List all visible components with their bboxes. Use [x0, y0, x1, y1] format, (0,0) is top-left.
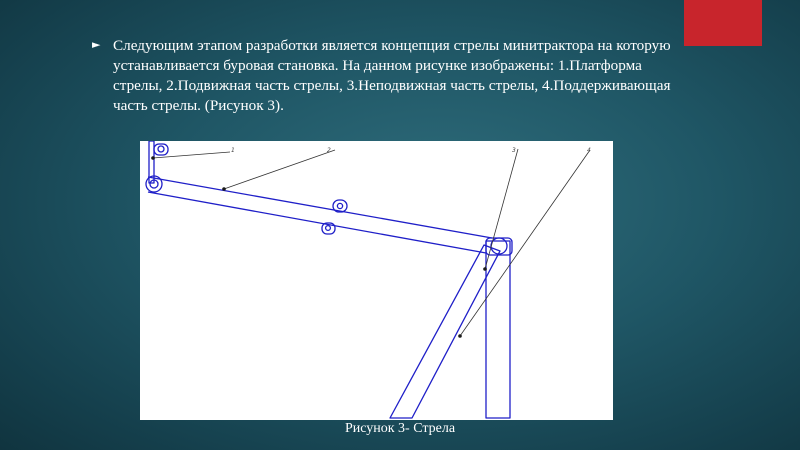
arrow-bullet-icon: ►	[92, 38, 101, 51]
boom-drawing	[140, 141, 613, 420]
leader-label-2: 2	[327, 147, 331, 154]
boom-support-part	[390, 245, 500, 418]
boom-platform	[146, 141, 168, 192]
boom-drawing-svg	[140, 141, 613, 420]
leader-label-4: 4	[587, 147, 591, 154]
leader-lines	[153, 149, 590, 336]
boom-moving-part	[148, 177, 492, 253]
figure-caption: Рисунок 3- Стрела	[344, 421, 456, 436]
leader-label-1: 1	[231, 147, 235, 154]
accent-bar	[684, 0, 762, 46]
leader-label-3: 3	[512, 147, 516, 154]
leader-dots	[151, 156, 487, 338]
bullet-text: Следующим этапом разработки является концепция стрелы минитрактора на которую устанавливается буровая становка. На данном рисунке изображены: 1.Платформа стрелы, 2.Подвижная часть стрелы, 3.Неподвижная часть стрелы, 4.Поддерживающая часть стрелы. (Рисунок 3).	[113, 37, 671, 114]
boom-fixed-part	[486, 241, 510, 418]
